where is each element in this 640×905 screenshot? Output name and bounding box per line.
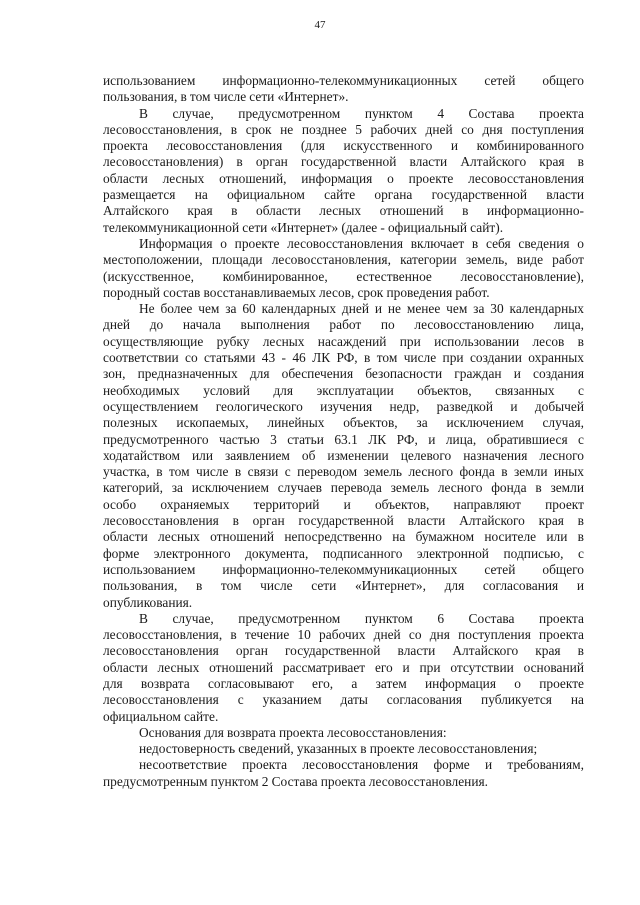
- document-body: [103, 73, 584, 790]
- text-line: участка, в том числе в связи с переводом земель лесного фонда в земли иных: [103, 464, 584, 480]
- text-line: дней до начала выполнения работ по лесовосстановлению лица,: [103, 317, 584, 333]
- text-line: форме электронного документа, подписанного электронной подписью, с: [103, 545, 584, 561]
- text-line: лесовосстановления с указанием даты согласования публикуется на: [103, 692, 584, 708]
- text-line: необходимых условий для эксплуатации объектов, связанных с: [103, 382, 584, 398]
- paragraph: [103, 106, 584, 236]
- text-line: местоположении, площади лесовосстановления, категории земель, виде работ: [103, 252, 584, 268]
- paragraph: [103, 741, 584, 757]
- text-line: области лесных отношений непосредственно на бумажном носителе или в: [103, 529, 584, 545]
- text-line: недостоверность сведений, указанных в проекте лесовосстановления;: [139, 741, 538, 757]
- text-line: области лесных отношений, информация о проекте лесовосстановления: [103, 170, 584, 186]
- text-line: размещается на официальном сайте органа государственной власти: [103, 187, 584, 203]
- text-line: полезных ископаемых, линейных объектов, за исключением случая,: [103, 415, 584, 431]
- text-line: телекоммуникационной сети «Интернет» (далее - официальный сайт).: [103, 219, 504, 235]
- paragraph: [103, 757, 584, 790]
- text-line: особо охраняемых территорий и объектов, направляют проект: [103, 496, 584, 512]
- text-line: зон, предназначенных для обеспечения безопасности граждан и создания: [103, 366, 584, 382]
- text-line: предусмотренного частью 3 статьи 63.1 ЛК РФ, и лица, обратившиеся с: [103, 431, 584, 447]
- text-line: категорий, за исключением случаев перевода земель лесного фонда в земли: [103, 480, 584, 496]
- text-line: использованием информационно-телекоммуникационных сетей общего: [103, 73, 584, 88]
- text-line: для возврата согласовывают его, а затем информация о проекте: [103, 675, 584, 691]
- text-line: области лесных отношений рассматривает его и при отсутствии оснований: [103, 659, 584, 675]
- page-number: 47: [314, 19, 326, 31]
- text-line: осуществлением геологического изучения недр, разведкой и добычей: [103, 398, 584, 414]
- paragraph: [103, 236, 584, 301]
- text-line: осуществляющие рубку лесных насаждений при использовании лесов в: [103, 333, 584, 349]
- text-line: Алтайского края в области лесных отношений в информационно-: [103, 203, 584, 219]
- text-line: официальном сайте.: [103, 708, 219, 724]
- text-line: (искусственное, комбинированное, естественное лесовосстановление),: [103, 268, 584, 284]
- paragraph: [103, 725, 584, 741]
- text-line: проекта лесовосстановления (для искусственного и комбинированного: [103, 138, 584, 154]
- text-line: соответствии со статьями 43 - 46 ЛК РФ, в том числе при создании охранных: [103, 350, 584, 366]
- text-line: лесовосстановления, в срок не позднее 5 рабочих дней со дня поступления: [103, 121, 584, 137]
- text-line: использованием информационно-телекоммуникационных сетей общего: [103, 561, 584, 577]
- paragraph: [103, 301, 584, 611]
- text-line: пользования, в том числе сети «Интернет».: [103, 89, 349, 105]
- text-line: Основания для возврата проекта лесовосстановления:: [139, 724, 447, 740]
- text-line: предусмотренным пунктом 2 Состава проекта лесовосстановления.: [103, 773, 488, 789]
- paragraph: [103, 611, 584, 725]
- text-line: Информация о проекте лесовосстановления включает в себя сведения о: [139, 235, 584, 251]
- text-line: Не более чем за 60 календарных дней и не менее чем за 30 календарных: [139, 301, 584, 317]
- text-line: В случае, предусмотренном пунктом 6 Состава проекта: [139, 610, 584, 626]
- text-line: породный состав восстанавливаемых лесов, срок проведения работ.: [103, 284, 490, 300]
- text-line: В случае, предусмотренном пунктом 4 Состава проекта: [139, 105, 584, 121]
- text-line: опубликования.: [103, 594, 193, 610]
- text-line: ходатайством или заявлением об изменении целевого назначения лесного: [103, 447, 584, 463]
- text-line: лесовосстановления) в орган государственной власти Алтайского края в: [103, 154, 584, 170]
- text-line: лесовосстановления орган государственной власти Алтайского края в: [103, 643, 584, 659]
- text-line: лесовосстановления в орган государственной власти Алтайского края в: [103, 513, 584, 529]
- text-line: лесовосстановления, в течение 10 рабочих дней со дня поступления проекта: [103, 627, 584, 643]
- text-line: несоответствие проекта лесовосстановления форме и требованиям,: [139, 757, 584, 773]
- text-line: пользования, в том числе сети «Интернет», для согласования и: [103, 578, 584, 594]
- paragraph: [103, 73, 584, 106]
